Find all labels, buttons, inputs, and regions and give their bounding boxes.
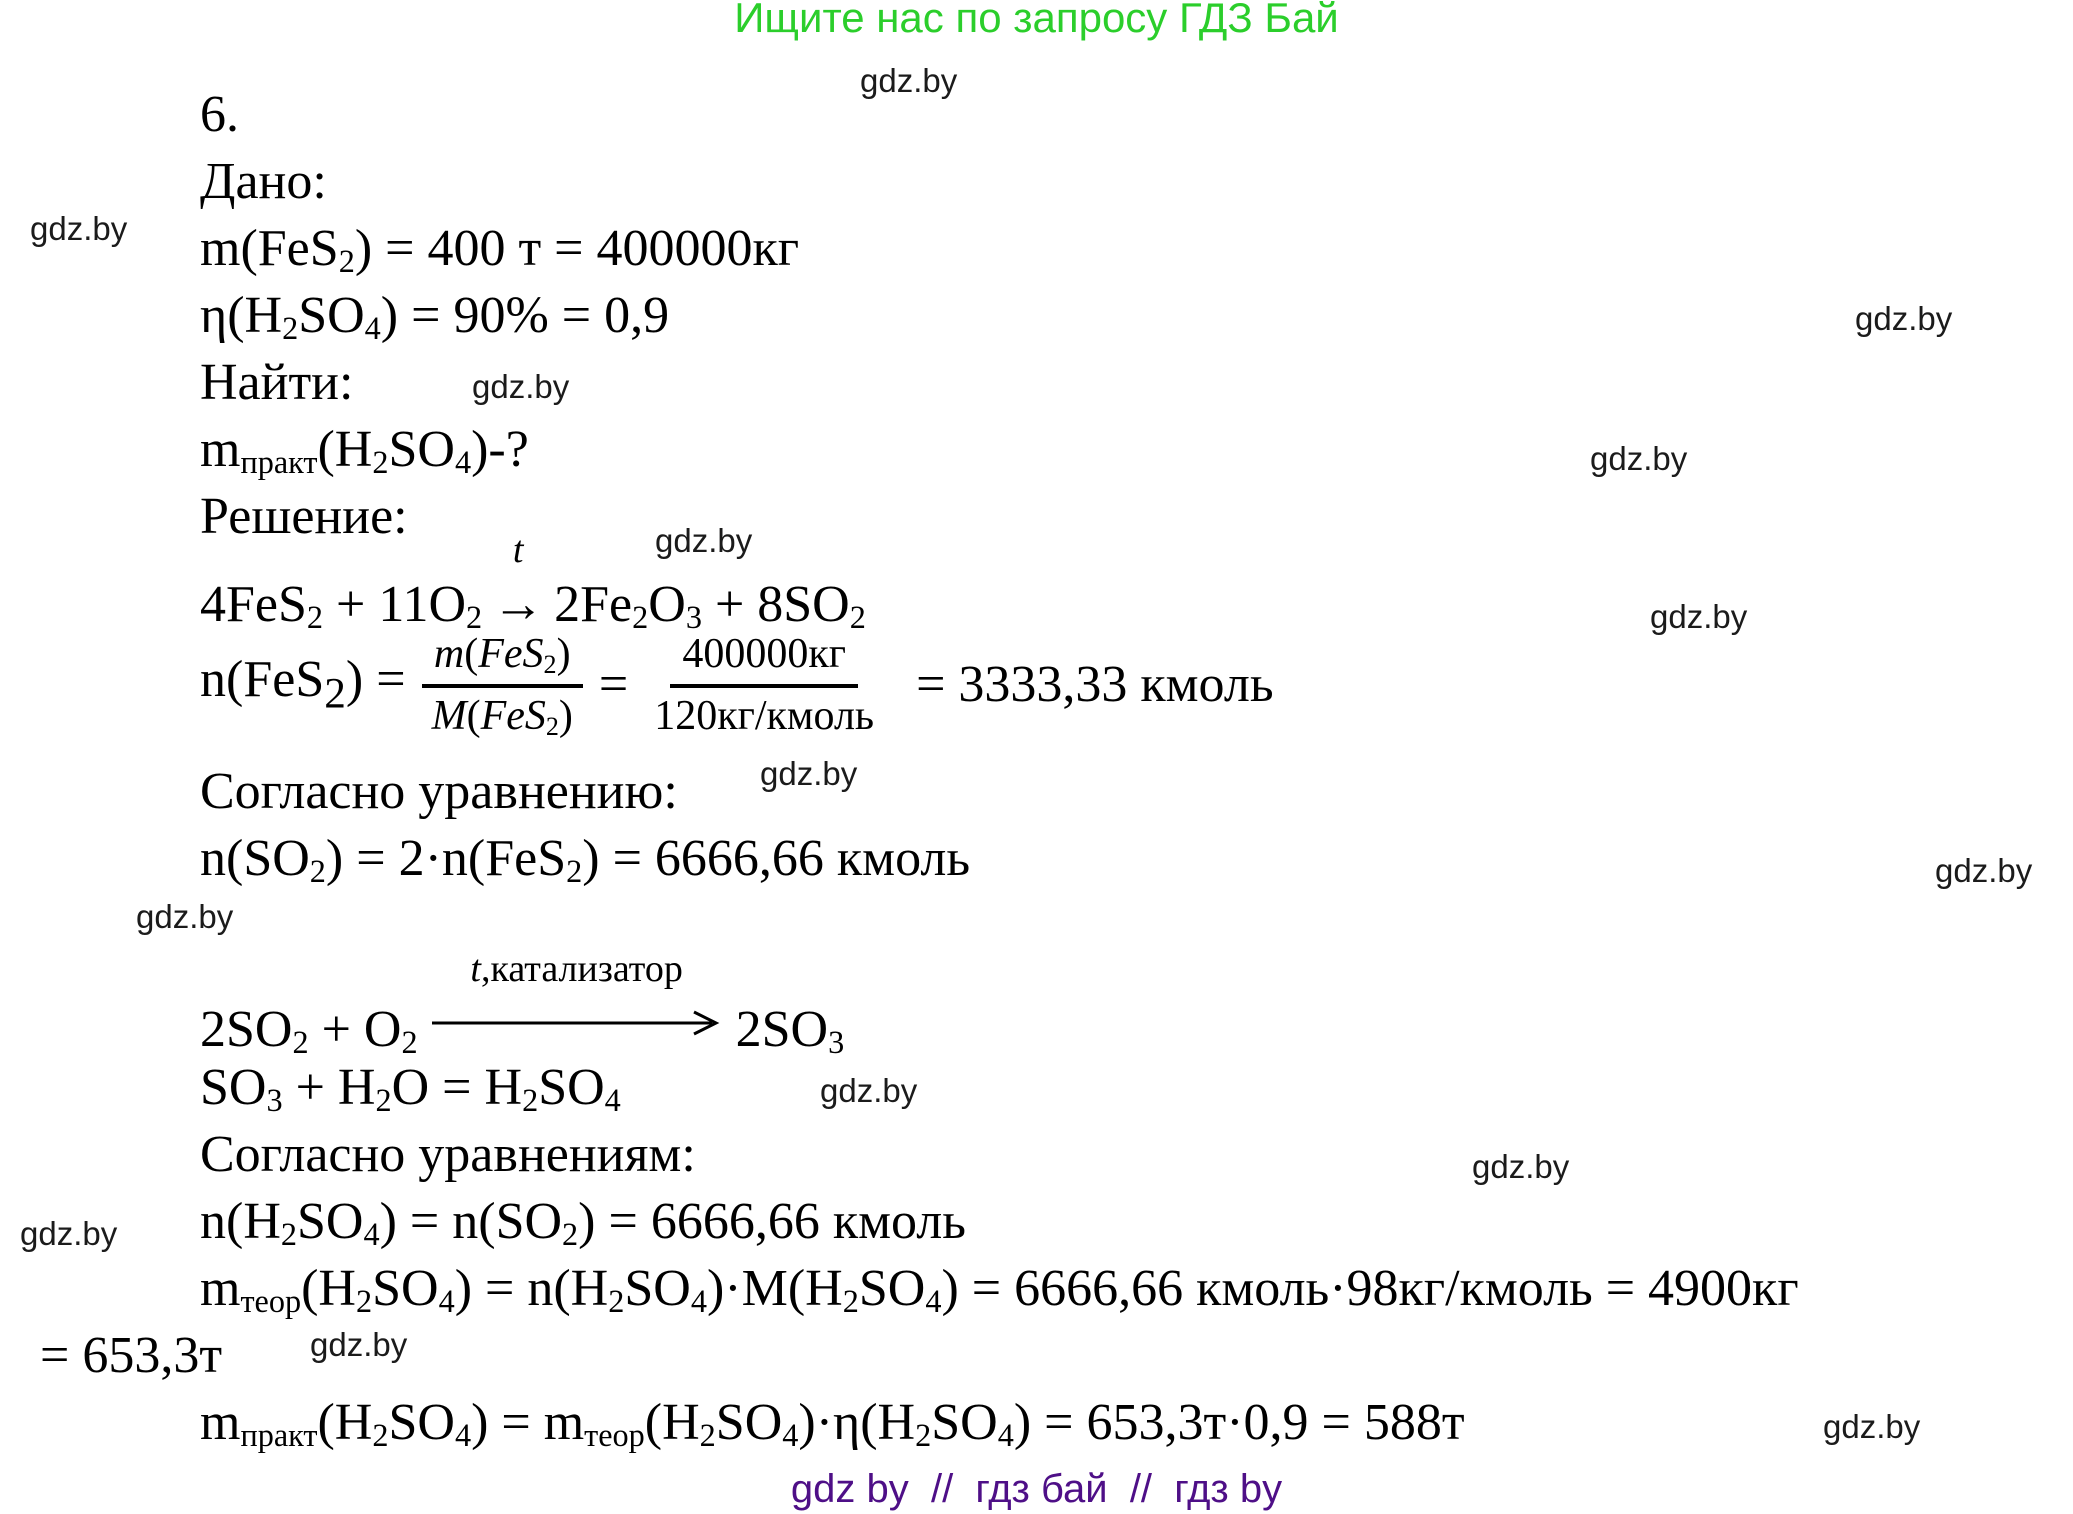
gdz-watermark: gdz.by (30, 210, 128, 247)
gdz-watermark: gdz.by (310, 1326, 408, 1363)
gdz-watermark: gdz.by (1823, 1408, 1921, 1445)
reaction-arrow (492, 529, 545, 635)
right-arrow-icon (432, 1008, 722, 1038)
solution-label: Решение: (200, 488, 408, 545)
gdz-watermark: gdz.by (1935, 852, 2033, 889)
mole-calc-result: = 3333,33 кмоль (916, 655, 1274, 713)
reaction-2-condition: t,катализатор (470, 948, 683, 990)
reaction-3: $SO_3 + H_2O = H_2SO_4$ (200, 1059, 621, 1119)
mole-calc-lead: n(FeS$_2$) = (200, 650, 406, 718)
gdz-watermark: gdz.by (820, 1072, 918, 1109)
gdz-watermark: gdz.by (472, 368, 570, 405)
reaction-2-rhs: $2SO_3$ (735, 1001, 845, 1061)
reaction-1-rhs: $2Fe_2O_3 + 8SO_2$ (554, 576, 866, 636)
reaction-arrow-long (432, 948, 722, 1060)
fraction-numerator: 400000кг (670, 628, 858, 688)
m-theoretical-continuation: = 653,3т (40, 1327, 223, 1384)
n-h2so4-line: $n(H_2SO_4) = n(SO_2) = 6666,66$ кмоль (200, 1193, 966, 1253)
gdz-watermark: gdz.by (760, 755, 858, 792)
reaction-2 (200, 948, 845, 1061)
reaction-2-lhs: $2SO_2 + O_2$ (200, 1001, 418, 1061)
promo-banner: Ищите нас по запросу ГДЗ Бай (734, 0, 1339, 41)
gdz-watermark: gdz.by (20, 1215, 118, 1252)
footer-watermark: gdz by // гдз бай // гдз by (790, 1467, 1283, 1511)
given-label: Дано: (200, 153, 327, 210)
gdz-watermark: gdz.by (655, 522, 753, 559)
fraction-denominator: 120кг/кмоль (654, 693, 875, 739)
gdz-watermark: gdz.by (1855, 300, 1953, 337)
given-mass: m(FeS$_2$) = 400 т = 400000кг (200, 220, 800, 280)
gdz-watermark: gdz.by (1590, 440, 1688, 477)
mole-calculation (200, 628, 1274, 740)
m-practical-line: $m_{практ}(H_2SO_4) = m_{теор}(H_2SO_4)\cdot\eta(H_2SO_4) = 653,3т\cdot 0,9 = 588т$ (200, 1394, 1465, 1454)
problem-number: 6. (200, 86, 239, 143)
m-theoretical-line: $m_{теор}(H_2SO_4) = n(H_2SO_4)\cdot M(H_2SO_4) = 6666,66$ кмоль·98кг/кмоль = 4900кг (200, 1260, 1799, 1320)
fraction-numerator: m(FeS$_2$) (422, 628, 583, 688)
reaction-1-lhs: $4FeS_2 + 11O_2$ (200, 576, 483, 636)
equals-sign: = (598, 655, 629, 713)
gdz-watermark: gdz.by (136, 898, 234, 935)
right-arrow-icon: → (492, 576, 545, 633)
n-so2-line: $n(SO_2) = 2\cdot n(FeS_2) = 6666,66$ кмоль (200, 830, 971, 890)
gdz-watermark: gdz.by (1650, 598, 1748, 635)
given-yield: $\eta(H_2SO_4) = 90\% = 0,9$ (200, 287, 670, 347)
find-label: Найти: (200, 354, 354, 411)
fraction-denominator: M(FeS$_2$) (431, 693, 573, 741)
according-equations-label: Согласно уравнениям: (200, 1126, 696, 1183)
gdz-watermark: gdz.by (1472, 1148, 1570, 1185)
according-equation-label: Согласно уравнению: (200, 763, 678, 820)
find-expression: $m_{практ}(H_2SO_4)-$? (200, 421, 529, 481)
gdz-watermark: gdz.by (860, 62, 958, 99)
fraction-numeric (642, 628, 886, 740)
reaction-1-condition: t (512, 529, 524, 571)
fraction-symbolic (420, 628, 585, 740)
